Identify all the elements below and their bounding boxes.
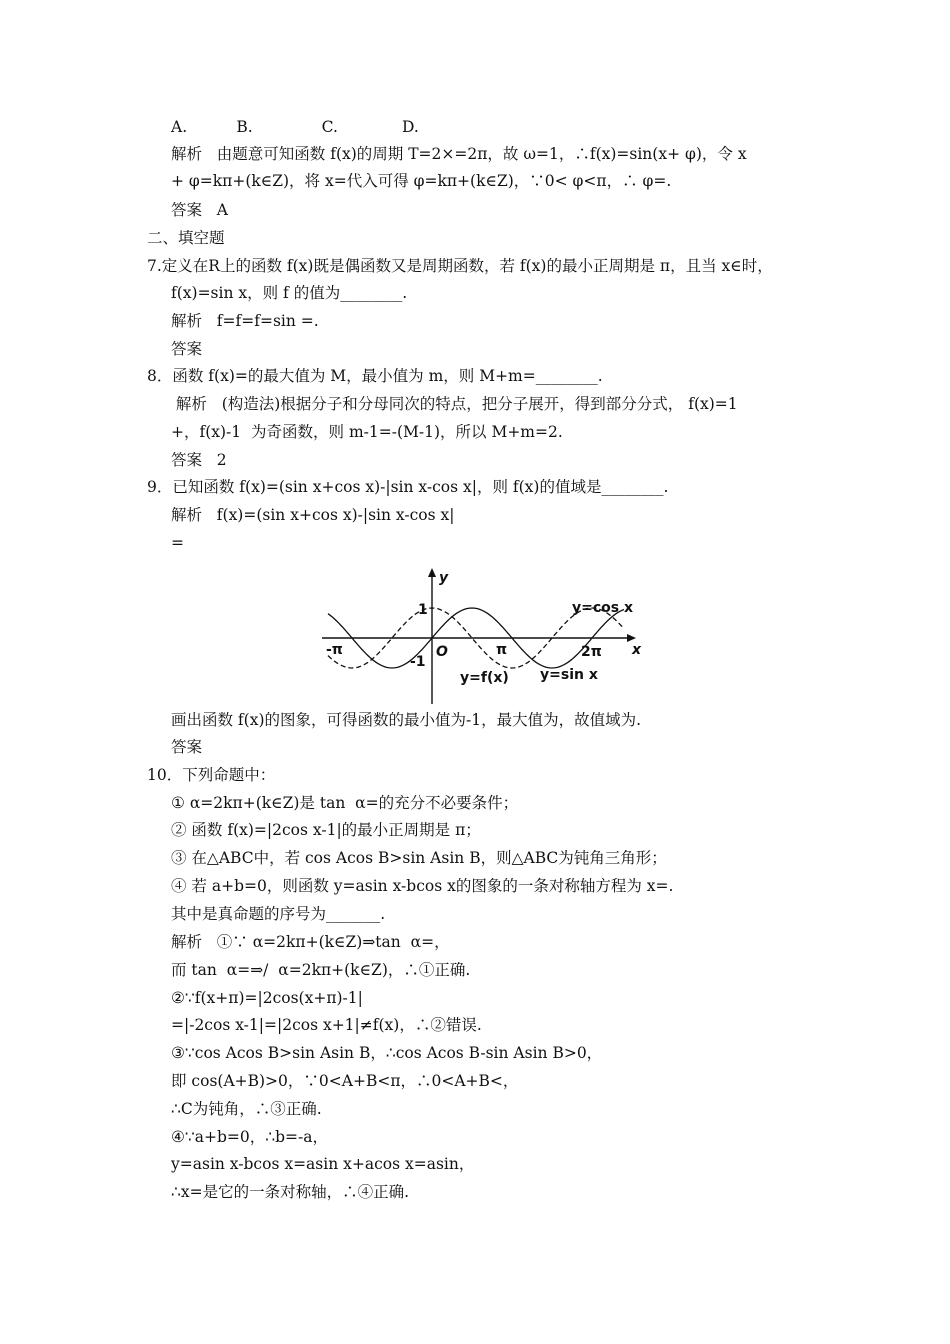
text-line: 解析 f=f=f=sin =. — [171, 312, 319, 330]
text-line: ① α=2kπ+(k∈Z)是 tan α=的充分不必要条件； — [171, 794, 519, 812]
text-line: 其中是真命题的序号为_______. — [171, 905, 386, 923]
text-line: + φ=kπ+(k∈Z)，将 x=代入可得 φ=kπ+(k∈Z)，∵0< φ<π，∴ φ=. — [171, 172, 672, 190]
label-f: y=f(x) — [460, 670, 509, 686]
text-line: 10．下列命题中： — [147, 766, 276, 784]
tick-pi: π — [496, 642, 508, 658]
text-line: 二、填空题 — [147, 229, 225, 247]
origin-label: O — [436, 644, 448, 660]
text-line: = — [171, 534, 184, 552]
label-cos: y=cos x — [572, 600, 634, 616]
tick-two-pi: 2π — [581, 644, 602, 660]
text-line: ③ 在△ABC中，若 cos Acos B>sin Asin B，则△ABC为钝角三角形； — [171, 849, 667, 867]
text-line: 画出函数 f(x)的图象，可得函数的最小值为-1，最大值为，故值域为. — [171, 711, 642, 729]
text-line: =|-2cos x-1|=|2cos x+1|≠f(x)，∴②错误. — [171, 1016, 482, 1034]
text-line: 答案 — [171, 738, 203, 756]
text-line: ④∵a+b=0，∴b=-a， — [171, 1128, 329, 1146]
tick-one: 1 — [418, 602, 428, 618]
text-line: 解析 f(x)=(sin x+cos x)-|sin x-cos x| — [171, 506, 455, 524]
text-line: ③∵cos Acos B>sin Asin B，∴cos Acos B-sin Asin B>0， — [171, 1044, 603, 1062]
function-graph — [318, 562, 658, 710]
tick-neg-one: -1 — [410, 654, 426, 670]
text-line: 解析 ①∵ α=2kπ+(k∈Z)⇒tan α=， — [171, 933, 450, 951]
text-line: 即 cos(A+B)>0，∵0<A+B<π，∴0<A+B<， — [171, 1072, 519, 1090]
text-line: f(x)=sin x，则 f 的值为________. — [171, 284, 408, 302]
text-line: 解析 (构造法)根据分子和分母同次的特点，把分子展开，得到部分分式， f(x)=1 — [171, 395, 738, 413]
text-line: A. B. C. D. — [171, 118, 419, 136]
text-line: +，f(x)-1 为奇函数，则 m-1=-(M-1)，所以 M+m=2. — [171, 423, 563, 441]
text-line: 8．函数 f(x)=的最大值为 M，最小值为 m，则 M+m=________. — [147, 367, 603, 385]
text-line: ∴C为钝角，∴③正确. — [171, 1100, 322, 1118]
text-line: ②∵f(x+π)=|2cos(x+π)-1| — [171, 989, 363, 1007]
text-line: 答案 2 — [171, 451, 227, 469]
text-line: ④ 若 a+b=0，则函数 y=asin x-bcos x的图象的一条对称轴方程为 x=. — [171, 877, 674, 895]
x-axis-label: x — [632, 642, 642, 658]
label-sin: y=sin x — [540, 667, 598, 683]
x-axis-arrow — [627, 634, 636, 642]
y-axis-label: y — [439, 570, 449, 586]
text-line: 9．已知函数 f(x)=(sin x+cos x)-|sin x-cos x|，则 f(x)的值域是________. — [147, 478, 669, 496]
text-line: ② 函数 f(x)=|2cos x-1|的最小正周期是 π； — [171, 821, 481, 839]
text-line: 而 tan α=⇒/ α=2kπ+(k∈Z)，∴①正确. — [171, 961, 471, 979]
text-line: ∴x=是它的一条对称轴，∴④正确. — [171, 1183, 410, 1201]
y-axis-arrow — [428, 568, 436, 577]
text-line: 7.定义在R上的函数 f(x)既是偶函数又是周期函数，若 f(x)的最小正周期是 π，且当 x∈时， — [147, 257, 773, 275]
text-line: y=asin x-bcos x=asin x+acos x=asin， — [171, 1155, 475, 1173]
text-line: 解析 由题意可知函数 f(x)的周期 T=2×=2π，故 ω=1，∴f(x)=sin(x+ φ)，令 x — [171, 145, 747, 163]
text-line: 答案 A — [171, 201, 228, 219]
text-line: 答案 — [171, 340, 203, 358]
tick-neg-pi: -π — [326, 642, 343, 658]
